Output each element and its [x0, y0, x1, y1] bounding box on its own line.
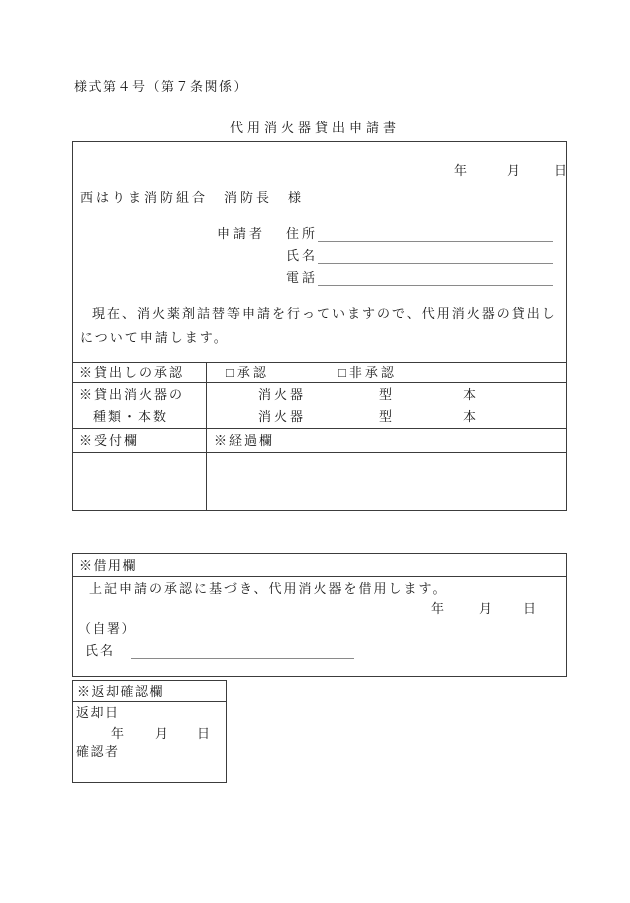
borrow-statement: 上記申請の承認に基づき、代用消火器を借用します。 — [89, 581, 448, 596]
borrower-name-label: 氏名 — [85, 643, 116, 658]
address-field-line[interactable] — [318, 241, 553, 242]
return-header-line — [73, 701, 226, 702]
self-signature-label: （自署） — [78, 621, 137, 636]
progress-column-label: ※経過欄 — [214, 433, 275, 448]
reject-option[interactable] — [338, 366, 397, 379]
document-title: 代用消火器貸出申請書 — [229, 120, 400, 135]
reject-checkbox[interactable]: □ — [338, 365, 349, 380]
confirmer-label: 確認者 — [76, 744, 120, 759]
borrower-name-field-line[interactable] — [131, 658, 354, 659]
borrow-date-year-label: 年 — [431, 601, 445, 616]
approval-row-label: ※貸出しの承認 — [79, 365, 185, 380]
table-row3-line — [73, 452, 566, 453]
return-confirmation-box — [72, 680, 227, 783]
reject-option-label: 非承認 — [348, 365, 397, 380]
approve-checkbox[interactable]: □ — [226, 365, 237, 380]
extinguisher2-count-suffix: 本 — [463, 409, 477, 424]
borrow-header-line — [73, 576, 566, 577]
extinguisher1-count-suffix: 本 — [463, 387, 477, 402]
table-column-divider — [206, 362, 207, 510]
form-number-label: 様式第４号（第７条関係） — [74, 79, 249, 94]
phone-label: 電話 — [286, 270, 319, 285]
applicant-label: 申請者 — [217, 226, 266, 241]
table-row1-line — [73, 382, 566, 383]
application-box — [72, 141, 567, 511]
extinguisher2-name: 消火器 — [258, 409, 307, 424]
extinguisher2-type-suffix: 型 — [379, 409, 393, 424]
borrow-box-header: ※借用欄 — [79, 558, 138, 573]
return-date-label: 返却日 — [76, 705, 120, 720]
extinguisher-row-label-line2: 種類・本数 — [93, 409, 169, 424]
addressee-label: 西はりま消防組合 消防長 様 — [80, 190, 305, 205]
borrow-date-month-label: 月 — [479, 601, 493, 616]
phone-field-line[interactable] — [318, 285, 553, 286]
borrow-date-day-label: 日 — [523, 601, 537, 616]
reception-column-label: ※受付欄 — [79, 433, 140, 448]
body-statement-line2: について申請します。 — [80, 330, 229, 345]
borrow-box — [72, 553, 567, 677]
return-date-year-label: 年 — [111, 726, 125, 741]
date-day-label: 日 — [554, 163, 568, 178]
table-top-line — [73, 362, 566, 363]
date-month-label: 月 — [507, 163, 521, 178]
extinguisher1-type-suffix: 型 — [379, 387, 393, 402]
table-row2-line — [73, 428, 566, 429]
return-date-month-label: 月 — [155, 726, 169, 741]
name-label: 氏名 — [286, 248, 319, 263]
date-year-label: 年 — [454, 163, 468, 178]
body-statement-line1: 現在、消火薬剤詰替等申請を行っていますので、代用消火器の貸出し — [92, 306, 557, 321]
extinguisher-row-label-line1: ※貸出消火器の — [79, 387, 185, 402]
approve-option-label: 承認 — [236, 365, 269, 380]
return-date-day-label: 日 — [197, 726, 211, 741]
address-label: 住所 — [286, 226, 319, 241]
extinguisher1-name: 消火器 — [258, 387, 307, 402]
approve-option[interactable] — [226, 366, 269, 379]
return-box-header: ※返却確認欄 — [77, 684, 165, 699]
name-field-line[interactable] — [318, 263, 553, 264]
